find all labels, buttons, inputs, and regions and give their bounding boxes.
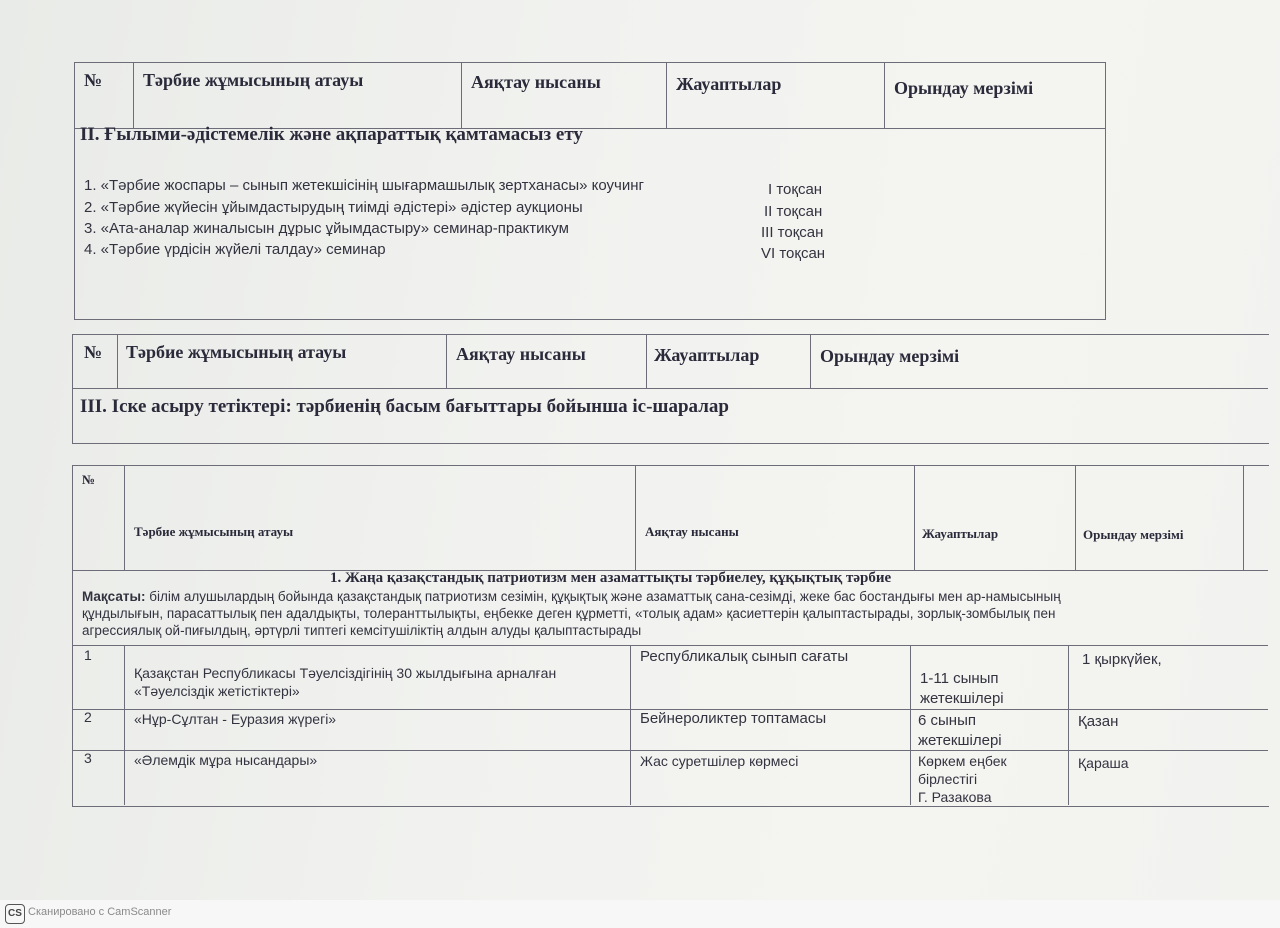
scanner-footer: [0, 900, 1280, 928]
table1-header-responsible: Жауаптылар: [676, 74, 782, 94]
table1-item-3: 3. «Ата-аналар жиналысын дұрыс ұйымдастыру» семинар-практикум: [84, 220, 569, 237]
goal-line-2: құндылығын, парасаттылық пен адалдықты, толеранттылықты, еңбекке деген құрметті, «толық адам» қасиеттерін қалыптастырады, зорлық-зомбылық пен: [82, 606, 1056, 621]
row-responsible-line1: 1-11 сынып: [920, 670, 999, 687]
table3-col-divider: [635, 465, 636, 570]
camscanner-logo: CS: [5, 904, 25, 924]
table3-row-divider: [72, 645, 1268, 646]
camscanner-label: Сканировано с CamScanner: [28, 906, 172, 918]
row-responsible-line2: жетекшілері: [918, 732, 1002, 749]
table2-col-divider: [810, 334, 811, 388]
row-num: 1: [84, 647, 92, 663]
table3-body-col-divider: [1068, 645, 1069, 805]
table1-item-2: 2. «Тәрбие жүйесін ұйымдастырудың тиімді әдістері» әдістер аукционы: [84, 199, 583, 216]
table1-header-name: Тәрбие жұмысының атауы: [143, 70, 364, 90]
table2-col-divider: [117, 334, 118, 388]
row-name-line1: «Нұр-Сұлтан - Еуразия жүрегі»: [134, 711, 337, 727]
table1-item-3-term: III тоқсан: [761, 224, 824, 241]
table3-header-num: №: [82, 472, 96, 487]
goal-label: Мақсаты:: [82, 589, 146, 604]
table1-col-divider: [884, 62, 885, 128]
table3-col-divider: [124, 465, 125, 570]
table2-col-divider: [446, 334, 447, 388]
row-form: Бейнероликтер топтамасы: [640, 710, 827, 727]
row-responsible-line1: 6 сынып: [918, 712, 976, 729]
row-name-line1: «Әлемдік мұра нысандары»: [134, 752, 318, 768]
row-responsible-line2: бірлестігі: [918, 771, 978, 787]
table3-header-form: Аяқтау нысаны: [645, 524, 739, 539]
table3-body-col-divider: [910, 645, 911, 805]
table3-body-col-divider: [124, 645, 125, 805]
table1-item-1: 1. «Тәрбие жоспары – сынып жетекшісінің шығармашылық зертханасы» коучинг: [84, 177, 644, 194]
table1-col-divider: [666, 62, 667, 128]
row-name-line1: Қазақстан Республикасы Тәуелсіздігінің 30 жылдығына арналған: [134, 665, 557, 681]
table3-header-responsible: Жауаптылар: [922, 526, 999, 541]
table1-col-divider: [133, 62, 134, 128]
table2-header-name: Тәрбие жұмысының атауы: [126, 342, 347, 362]
table2-header-num: №: [84, 342, 103, 362]
direction-title: 1. Жаңа қазақстандық патриотизм мен азаматтықты тәрбиелеу, құқықтық тәрбие: [330, 570, 892, 586]
row-deadline: Қараша: [1078, 755, 1129, 771]
table1-item-4: 4. «Тәрбие үрдісін жүйелі талдау» семинар: [84, 241, 386, 258]
row-responsible-line2: жетекшілері: [920, 690, 1004, 707]
goal-text-1: білім алушылардың бойында қазақстандық патриотизм сезімін, құқықтық және азаматтық сана-сезімді, жеке бас бостандығы мен ар-намысының: [145, 589, 1061, 604]
table1-header-num: №: [84, 70, 103, 90]
table1-item-4-term: VI тоқсан: [761, 245, 826, 262]
goal-line-1: [82, 588, 1061, 605]
table3-col-divider: [914, 465, 915, 570]
table1-header-deadline: Орындау мерзімі: [894, 78, 1034, 98]
table3-body-col-divider: [630, 645, 631, 805]
table1-section-title: II. Ғылыми-әдістемелік және ақпараттық қамтамасыз ету: [80, 124, 583, 145]
table3-col-divider: [1243, 465, 1244, 570]
table3-header-deadline: Орындау мерзімі: [1083, 527, 1184, 542]
table1-col-divider: [461, 62, 462, 128]
row-name-line2: «Тәуелсіздік жетістіктері»: [134, 683, 300, 699]
table1-header-form: Аяқтау нысаны: [471, 72, 601, 92]
row-deadline: 1 қыркүйек,: [1082, 651, 1162, 668]
row-responsible-line1: Көркем еңбек: [918, 753, 1007, 769]
row-form: Республикалық сынып сағаты: [640, 648, 849, 665]
table2-header-divider: [72, 388, 1268, 389]
table2-header-form: Аяқтау нысаны: [456, 344, 586, 364]
row-responsible-line3: Г. Разакова: [918, 789, 992, 805]
row-num: 2: [84, 709, 92, 725]
table3-col-divider: [1075, 465, 1076, 570]
table2-section-title: III. Іске асыру тетіктері: тәрбиенің басым бағыттары бойынша іс-шаралар: [80, 396, 729, 417]
table2-header-deadline: Орындау мерзімі: [820, 346, 960, 366]
goal-line-3: агрессиялық ой-пиғылдың, әртүрлі типтегі кемсітушіліктің алдын алуды қалыптастырады: [82, 623, 642, 638]
table3-header-name: Тәрбие жұмысының атауы: [134, 524, 294, 539]
table2-col-divider: [646, 334, 647, 388]
row-deadline: Қазан: [1078, 713, 1119, 730]
table1-item-2-term: II тоқсан: [764, 203, 823, 220]
table1-item-1-term: I тоқсан: [768, 181, 823, 198]
table2-header-responsible: Жауаптылар: [654, 345, 760, 365]
row-form: Жас суретшілер көрмесі: [640, 753, 799, 769]
row-num: 3: [84, 750, 92, 766]
